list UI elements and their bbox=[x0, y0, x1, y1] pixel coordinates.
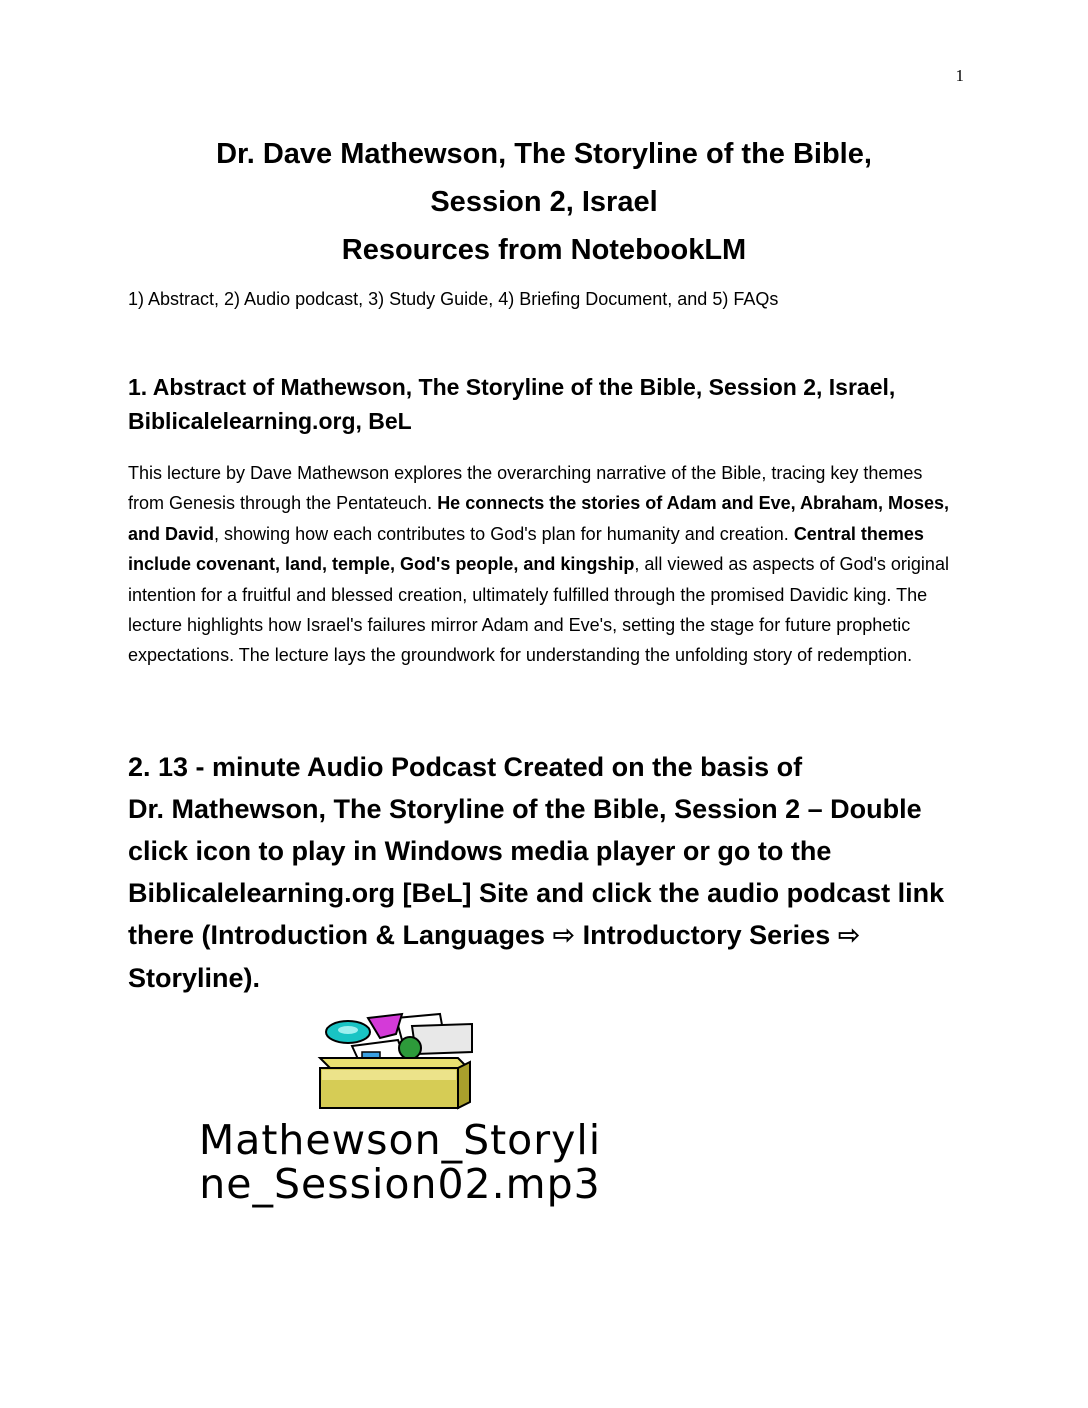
abstract-heading bbox=[128, 370, 968, 438]
podcast-heading-line-2: Dr. Mathewson, The Storyline of the Bible, Session 2 – Double bbox=[128, 794, 922, 824]
abstract-text-2: , showing how each contributes to God's plan for humanity and creation. bbox=[214, 523, 794, 544]
title-line-2: Session 2, Israel bbox=[430, 186, 658, 218]
title-line-3: Resources from NotebookLM bbox=[341, 234, 747, 266]
arrow-right-icon: ⇨ bbox=[837, 920, 861, 951]
document-title bbox=[100, 130, 988, 274]
abstract-heading-line-2: Biblicalelearning.org, BeL bbox=[128, 408, 412, 434]
podcast-heading-line-1: 2. 13 - minute Audio Podcast Created on the basis of bbox=[128, 752, 803, 782]
podcast-heading-line-6: Storyline). bbox=[128, 963, 261, 993]
abstract-text-1: This lecture by Dave Mathewson explores the overarching narrative of the Bible, tracing key themes from Genesis through the Pentateuch. bbox=[128, 463, 923, 514]
podcast-path-part-1: there (Introduction & Languages bbox=[128, 920, 553, 950]
title-line-1: Dr. Dave Mathewson, The Storyline of the Bible, bbox=[216, 138, 872, 170]
podcast-heading-line-4: Biblicalelearning.org [BeL] Site and click the audio podcast link bbox=[128, 878, 945, 908]
abstract-paragraph bbox=[128, 458, 960, 671]
contents-line: 1) Abstract, 2) Audio podcast, 3) Study Guide, 4) Briefing Document, and 5) FAQs bbox=[128, 289, 779, 309]
abstract-bold-2: Central themes include covenant, land, temple, God's people, and kingship bbox=[128, 523, 924, 575]
abstract-bold-1: He connects the stories of Adam and Eve, Abraham, Moses, and David bbox=[128, 493, 949, 544]
audio-file-link[interactable] bbox=[110, 1118, 690, 1206]
podcast-heading-line-5 bbox=[128, 914, 968, 957]
package-icon[interactable] bbox=[312, 1012, 478, 1112]
filename-line-1: Mathewson_Storyli bbox=[198, 1116, 602, 1164]
filename-line-2: ne_Session02.mp3 bbox=[199, 1160, 601, 1208]
podcast-heading bbox=[128, 746, 968, 999]
podcast-heading-line-3: click icon to play in Windows media player or go to the bbox=[128, 836, 832, 866]
arrow-right-icon: ⇨ bbox=[552, 920, 576, 951]
page-number: 1 bbox=[955, 66, 964, 85]
podcast-path-part-2: Introductory Series bbox=[575, 920, 838, 950]
abstract-heading-line-1: 1. Abstract of Mathewson, The Storyline of the Bible, Session 2, Israel, bbox=[128, 374, 896, 400]
abstract-text-3: , all viewed as aspects of God's original intention for a fruitful and blessed creation, ultimately fulfilled through the promised Davidic king. The lecture highlights how Israel's failures mirror Adam and Eve's, setting the stage for future prophetic expectations. The lecture lays the groundwork for understanding the unfolding story of redemption. bbox=[128, 554, 949, 666]
